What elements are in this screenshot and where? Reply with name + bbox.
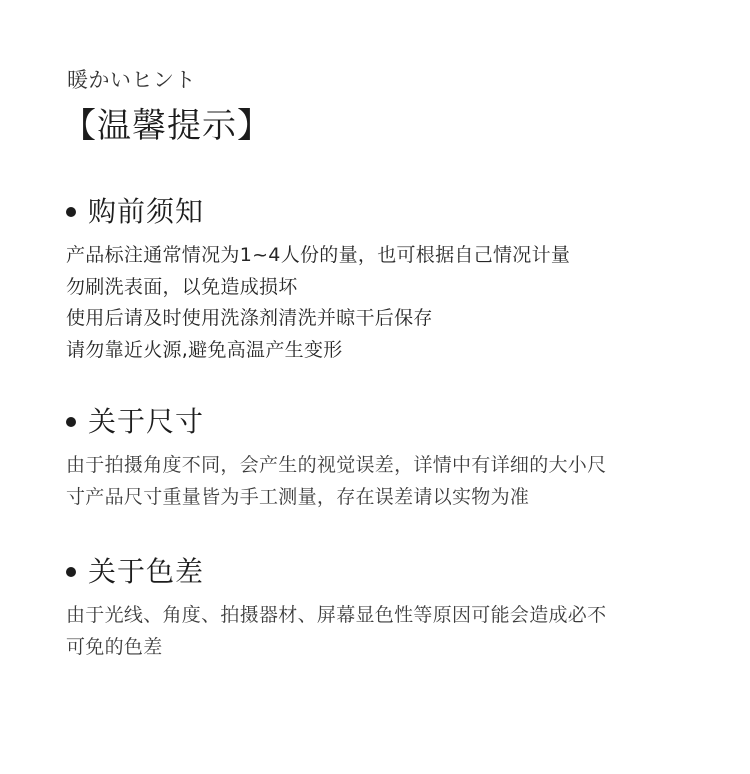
section-body (66, 600, 706, 663)
body-line: 可免的色差 (66, 635, 163, 658)
bullet-dot-icon (66, 417, 76, 427)
page-title: 【温馨提示】 (62, 106, 272, 146)
body-line: 寸产品尺寸重量皆为手工测量，存在误差请以实物为准 (66, 485, 530, 508)
body-line: 由于光线、角度、拍摄器材、屏幕显色性等原因可能会造成必不 (66, 604, 607, 626)
japanese-subtitle: 暖かいヒント (67, 68, 196, 92)
section-purchase-notice (66, 192, 706, 366)
section-color-difference (66, 552, 706, 663)
section-heading (66, 552, 706, 592)
body-line: 勿刷洗表面，以免造成损坏 (66, 275, 298, 298)
body-line: 请勿靠近火源,避免高温产生变形 (66, 338, 343, 361)
body-line: 产品标注通常情况为1~4人份的量，也可根据自己情况计量 (66, 244, 571, 266)
body-line: 使用后请及时使用洗涤剂清洗并晾干后保存 (66, 307, 433, 329)
section-size (66, 402, 706, 513)
bullet-dot-icon (66, 567, 76, 577)
section-heading-text: 关于尺寸 (88, 405, 205, 438)
bullet-dot-icon (66, 207, 76, 217)
body-line: 由于拍摄角度不同，会产生的视觉误差，详情中有详细的大小尺 (66, 454, 607, 476)
section-heading-text: 关于色差 (88, 555, 205, 588)
section-body (66, 240, 706, 366)
section-heading (66, 192, 706, 232)
section-heading (66, 402, 706, 442)
section-body (66, 450, 706, 513)
section-heading-text: 购前须知 (88, 195, 205, 228)
